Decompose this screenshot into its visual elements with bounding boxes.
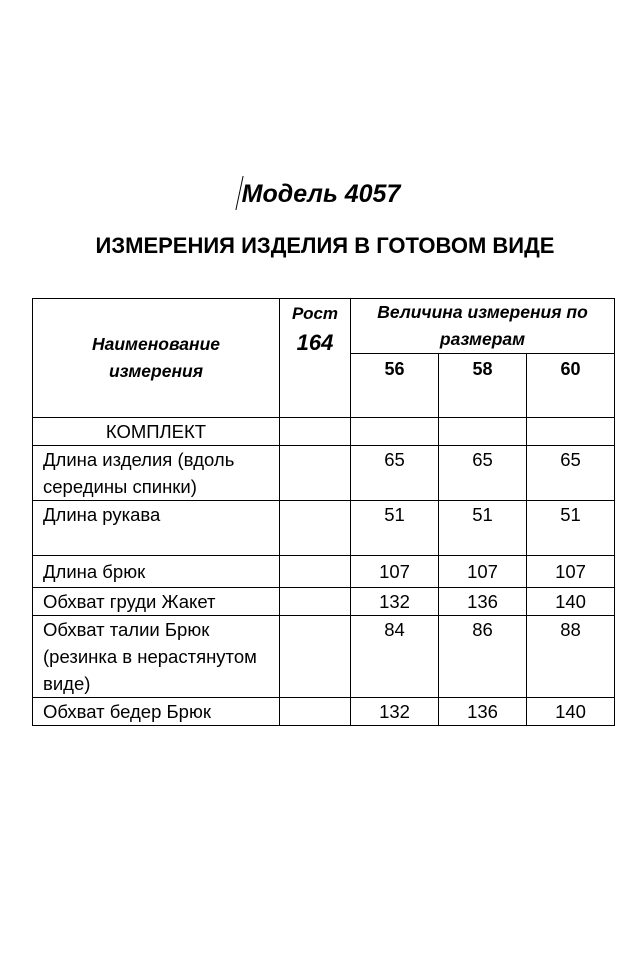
table-cell — [280, 418, 351, 446]
row-value-60: 88 — [527, 616, 615, 698]
page-title: ИЗМЕРЕНИЯ ИЗДЕЛИЯ В ГОТОВОМ ВИДЕ — [95, 233, 555, 258]
row-value-60: 107 — [527, 556, 615, 588]
row-name: Обхват талии Брюк (резинка в нерастянутом виде) — [33, 616, 280, 698]
header-measurement-name: Наименование измерения — [33, 299, 280, 418]
row-height — [280, 698, 351, 726]
row-height — [280, 588, 351, 616]
header-height-label: Рост — [291, 304, 339, 323]
table-cell — [351, 418, 439, 446]
header-height — [280, 299, 351, 418]
cursor-mark — [236, 176, 242, 210]
header-sizes-caption: Величина измерения по размерам — [351, 299, 615, 354]
table-row — [33, 588, 615, 616]
header-row — [33, 299, 615, 354]
model-title-text: Модель 4057 — [241, 180, 401, 208]
table-row — [33, 698, 615, 726]
row-name: Длина рукава — [33, 501, 280, 556]
table-row — [33, 616, 615, 698]
row-name: Обхват бедер Брюк — [33, 698, 280, 726]
table-row — [33, 501, 615, 556]
row-value-56: 132 — [351, 588, 439, 616]
section-label: КОМПЛЕКТ — [33, 418, 280, 446]
row-name: Длина брюк — [33, 556, 280, 588]
row-name: Обхват груди Жакет — [33, 588, 280, 616]
header-size-60: 60 — [527, 354, 615, 418]
model-title — [0, 176, 636, 210]
row-height — [280, 501, 351, 556]
row-name: Длина изделия (вдоль середины спинки) — [33, 446, 280, 501]
row-value-58: 51 — [439, 501, 527, 556]
row-value-58: 136 — [439, 698, 527, 726]
row-height — [280, 616, 351, 698]
row-value-60: 51 — [527, 501, 615, 556]
row-height — [280, 446, 351, 501]
row-value-58: 65 — [439, 446, 527, 501]
row-value-56: 51 — [351, 501, 439, 556]
row-value-60: 140 — [527, 588, 615, 616]
table-row — [33, 556, 615, 588]
section-row — [33, 418, 615, 446]
row-height — [280, 556, 351, 588]
measurements-table — [32, 298, 615, 726]
header-size-58: 58 — [439, 354, 527, 418]
row-value-58: 86 — [439, 616, 527, 698]
row-value-58: 107 — [439, 556, 527, 588]
row-value-56: 107 — [351, 556, 439, 588]
row-value-60: 65 — [527, 446, 615, 501]
table-row — [33, 446, 615, 501]
row-value-56: 84 — [351, 616, 439, 698]
table-cell — [527, 418, 615, 446]
row-value-60: 140 — [527, 698, 615, 726]
row-value-58: 136 — [439, 588, 527, 616]
table-cell — [439, 418, 527, 446]
header-size-56: 56 — [351, 354, 439, 418]
row-value-56: 132 — [351, 698, 439, 726]
row-value-56: 65 — [351, 446, 439, 501]
header-height-value: 164 — [296, 330, 334, 355]
